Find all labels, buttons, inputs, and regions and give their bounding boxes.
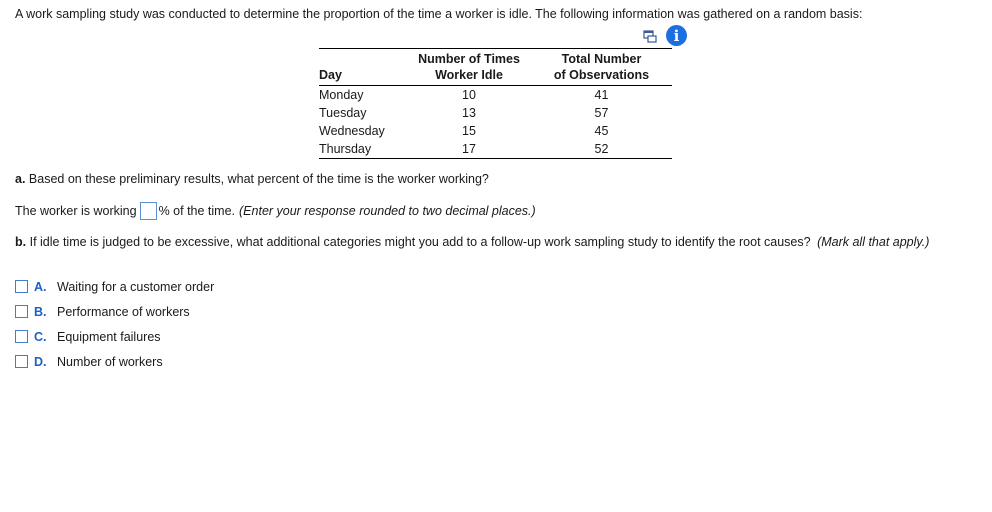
question-b-hint: (Mark all that apply.) <box>817 235 930 249</box>
question-intro: A work sampling study was conducted to determine the proportion of the time a worker is idle. The following information was gathered on a random basis: <box>15 7 863 21</box>
cell-day: Tuesday <box>319 106 367 120</box>
header-total-line2: of Observations <box>531 67 672 86</box>
cell-total: 45 <box>594 124 609 138</box>
cell-day: Thursday <box>319 140 407 159</box>
option-letter: C. <box>34 329 47 344</box>
cell-day: Monday <box>319 88 364 102</box>
answer-prefix: The worker is working <box>15 204 137 218</box>
table-row <box>319 122 672 140</box>
cell-idle: 17 <box>407 140 531 159</box>
answer-line-a <box>15 202 536 220</box>
cell-total: 57 <box>594 106 609 120</box>
option-d[interactable] <box>15 349 214 374</box>
option-text: Equipment failures <box>57 329 161 344</box>
option-letter: D. <box>34 354 47 369</box>
question-a-label: a. <box>15 172 26 186</box>
question-b <box>15 235 929 249</box>
option-text: Performance of workers <box>57 304 190 319</box>
header-day: Day <box>319 67 407 86</box>
header-idle-line2: Worker Idle <box>407 67 531 86</box>
cell-total: 52 <box>531 140 672 159</box>
table-row <box>319 86 672 105</box>
cell-idle: 15 <box>462 124 476 138</box>
answer-hint: (Enter your response rounded to two decimal places.) <box>239 204 536 218</box>
question-a <box>15 172 489 186</box>
table-header-row <box>319 67 672 86</box>
option-a[interactable] <box>15 274 214 299</box>
question-b-label: b. <box>15 235 27 249</box>
data-table <box>319 48 672 159</box>
option-a-checkbox[interactable] <box>15 280 28 293</box>
option-text: Waiting for a customer order <box>57 279 215 294</box>
cell-idle: 10 <box>462 88 476 102</box>
cell-day: Wednesday <box>319 124 385 138</box>
question-a-text: Based on these preliminary results, what percent of the time is the worker working? <box>28 172 489 186</box>
header-idle-line1: Number of Times <box>407 49 531 68</box>
cell-total: 41 <box>594 88 609 102</box>
question-b-text: If idle time is judged to be excessive, what additional categories might you add to a follow-up work sampling study to identify the root causes? <box>29 235 811 249</box>
toolbar-icons <box>643 25 687 46</box>
option-b[interactable] <box>15 299 214 324</box>
info-icon[interactable]: i <box>666 25 687 46</box>
header-total-line1: Total Number <box>531 49 672 68</box>
option-c-checkbox[interactable] <box>15 330 28 343</box>
option-letter: B. <box>34 304 47 319</box>
option-letter: A. <box>34 279 47 294</box>
table-header-row <box>319 49 672 68</box>
cell-idle: 13 <box>462 106 476 120</box>
option-text: Number of workers <box>57 354 163 369</box>
option-b-checkbox[interactable] <box>15 305 28 318</box>
copy-data-icon[interactable] <box>643 29 657 43</box>
percent-working-input[interactable] <box>140 202 157 220</box>
option-c[interactable] <box>15 324 214 349</box>
options-list <box>15 274 214 374</box>
table-row <box>319 104 672 122</box>
table-row <box>319 140 672 159</box>
answer-suffix: % of the time. <box>158 204 236 218</box>
option-d-checkbox[interactable] <box>15 355 28 368</box>
